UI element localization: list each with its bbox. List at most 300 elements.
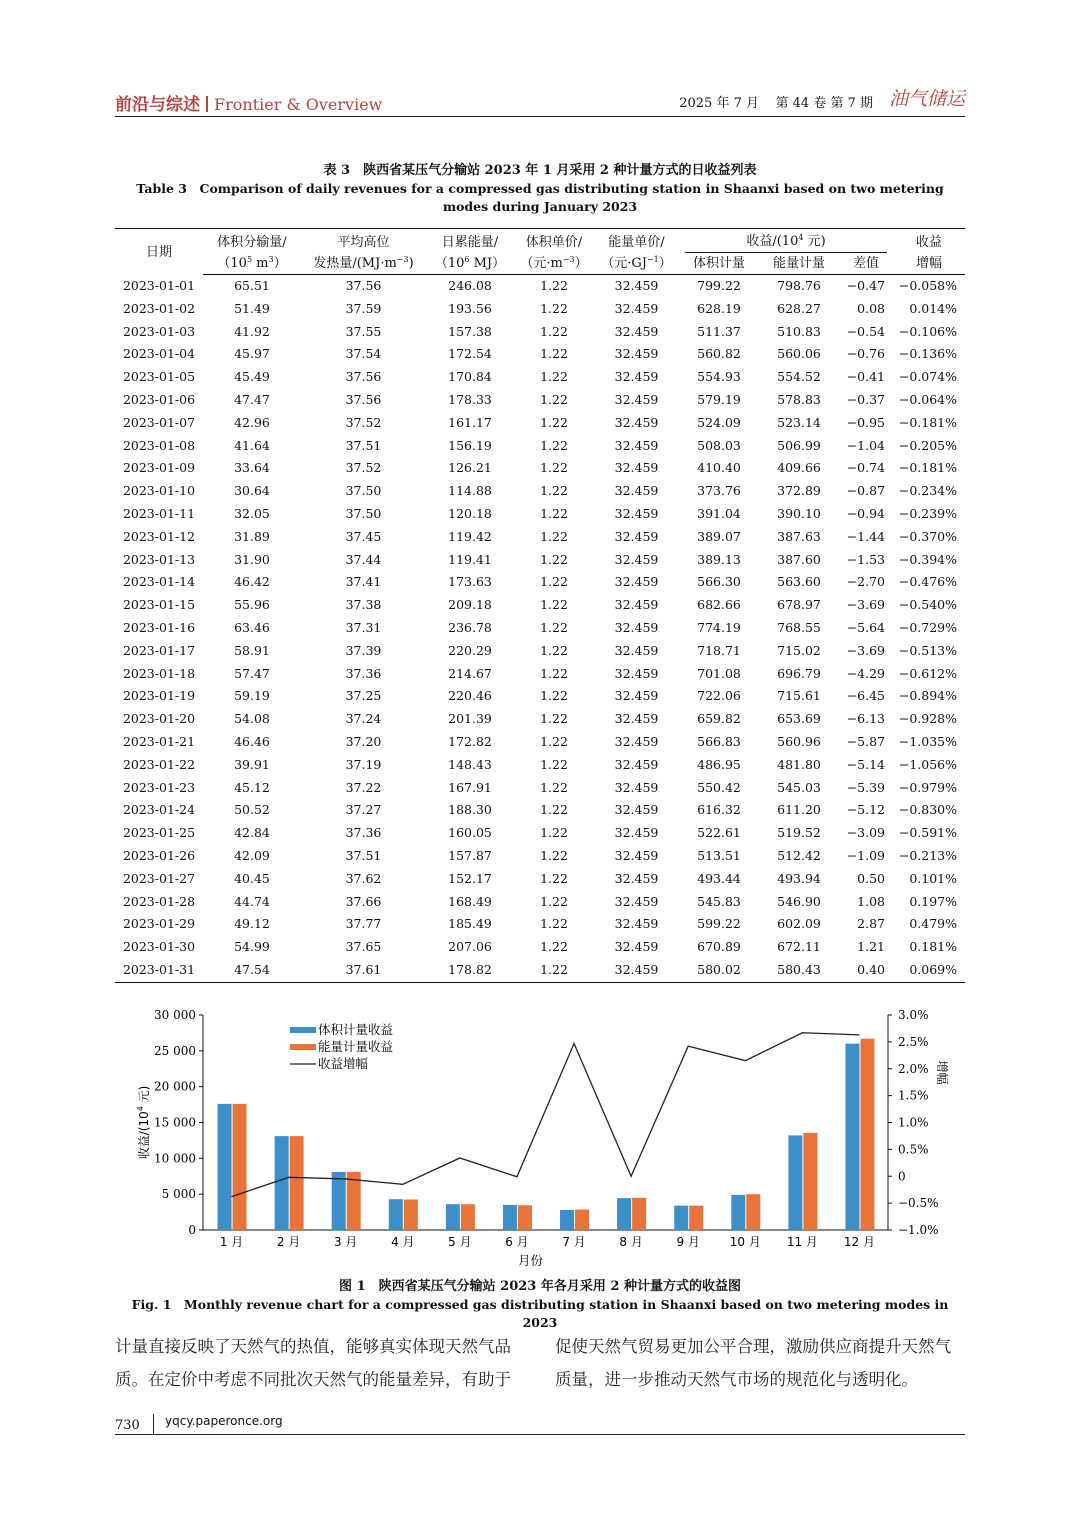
x-tick-label: 12 月 <box>843 1235 876 1249</box>
table-cell: 1.22 <box>540 825 568 841</box>
table-cell: 0.08 <box>857 300 885 316</box>
table-cell: 2023-01-02 <box>122 300 196 316</box>
x-tick-label: 7 月 <box>562 1235 586 1249</box>
y-axis-label-part: 元) <box>137 1085 151 1107</box>
table-cell: 37.44 <box>345 551 382 567</box>
table-cell: 32.459 <box>614 460 659 476</box>
table-cell: 114.88 <box>448 483 492 499</box>
table-cell: 566.83 <box>697 733 741 749</box>
table-cell: 32.459 <box>614 825 659 841</box>
table-cell: −0.94 <box>846 505 885 521</box>
table-cell: 126.21 <box>448 460 492 476</box>
table-cell: −0.064% <box>898 391 957 407</box>
table-cell: 2023-01-20 <box>122 711 196 727</box>
legend-label: 能量计量收益 <box>318 1039 394 1054</box>
table-cell: 32.05 <box>234 505 270 521</box>
table-row <box>115 366 965 389</box>
table-row <box>115 549 965 572</box>
table-cell: 481.80 <box>777 756 821 772</box>
table-cell: −0.058% <box>898 278 957 293</box>
table-cell: 1.22 <box>540 642 568 658</box>
table-cell: 157.87 <box>448 847 492 863</box>
table-cell: 32.459 <box>614 779 659 795</box>
table-cell: 678.97 <box>777 597 821 613</box>
table-cell: −0.37 <box>846 391 885 407</box>
table-row <box>115 321 965 344</box>
table-cell: 1.22 <box>540 460 568 476</box>
figure-caption <box>115 1278 965 1332</box>
table-cell: 486.95 <box>697 756 741 772</box>
col-energy: 日累能量/ <box>426 229 514 254</box>
table-cell: 2023-01-21 <box>122 733 196 749</box>
table-cell: 387.63 <box>777 528 821 544</box>
table-cell: 519.52 <box>777 825 821 841</box>
legend-swatch <box>290 1027 316 1033</box>
table-row <box>115 298 965 321</box>
table-cell: 32.459 <box>614 711 659 727</box>
table-cell: 32.459 <box>614 688 659 704</box>
table-cell: 50.52 <box>234 802 270 818</box>
table-cell: 32.459 <box>614 916 659 932</box>
table-cell: 41.92 <box>234 323 270 339</box>
table-cell: 37.51 <box>345 437 382 453</box>
table-cell: 185.49 <box>448 916 492 932</box>
col-eprice-unit: （元$\cdot GJ^{-1}$） <box>594 253 679 275</box>
table-cell: 2023-01-27 <box>122 870 196 886</box>
table-cell: 46.42 <box>234 574 270 590</box>
table-cell: 2023-01-28 <box>122 893 196 909</box>
section-separator <box>206 96 208 112</box>
table-cell: 31.90 <box>234 551 270 567</box>
table-cell: 1.08 <box>857 893 885 909</box>
table-cell: 580.43 <box>759 959 839 982</box>
table-cell: 30.64 <box>234 483 270 499</box>
bar-energy <box>290 1136 304 1230</box>
table-cell: 554.93 <box>697 369 741 385</box>
table-cell: 1.22 <box>540 916 568 932</box>
table-cell: 42.09 <box>234 847 270 863</box>
table-cell: 37.19 <box>345 756 382 772</box>
table-cell: 2023-01-25 <box>122 825 196 841</box>
x-tick-label: 5 月 <box>448 1235 472 1249</box>
table-cell: −0.239% <box>898 505 957 521</box>
table-cell: −0.41 <box>846 369 885 385</box>
table-cell: 152.17 <box>448 870 492 886</box>
table-cell: 32.459 <box>614 346 659 362</box>
table-cell: 65.51 <box>234 278 270 293</box>
table-cell: 0.069% <box>893 959 965 982</box>
table-row <box>115 708 965 731</box>
legend-label: 体积计量收益 <box>318 1022 394 1037</box>
table-cell: 493.44 <box>697 870 741 886</box>
table-cell: −0.87 <box>846 483 885 499</box>
table-cell: 372.89 <box>777 483 821 499</box>
table-cell: 37.24 <box>345 711 382 727</box>
table-cell: 2023-01-13 <box>122 551 196 567</box>
table-cell: 391.04 <box>697 505 741 521</box>
table-cell: 1.22 <box>540 300 568 316</box>
table-cell: 1.22 <box>540 802 568 818</box>
table-row <box>115 343 965 366</box>
y-tick-label: 5 000 <box>161 1187 196 1202</box>
col-rev-diff: 差值 <box>839 253 893 275</box>
table-cell: 493.94 <box>777 870 821 886</box>
table-cell: 37.50 <box>345 483 382 499</box>
bar-volume <box>446 1204 460 1230</box>
bar-volume <box>560 1210 574 1230</box>
table-cell: 33.64 <box>234 460 270 476</box>
table-cell: 42.84 <box>234 825 270 841</box>
table-cell: 580.02 <box>679 959 759 982</box>
table-cell: 37.59 <box>345 300 382 316</box>
table-cell: 44.74 <box>234 893 270 909</box>
table-cell: 2023-01-01 <box>122 277 196 293</box>
table-cell: 37.62 <box>345 870 382 886</box>
footer-divider <box>153 1414 154 1434</box>
table-cell: 2.87 <box>857 916 885 932</box>
table-cell: −0.928% <box>898 711 957 727</box>
table-cell: 2023-01-10 <box>122 483 196 499</box>
table-cell: 545.83 <box>697 893 741 909</box>
bar-volume <box>674 1206 688 1230</box>
table-cell: 37.22 <box>345 779 382 795</box>
table-cell: 40.45 <box>234 870 270 886</box>
table-cell: 157.38 <box>448 323 492 339</box>
table-cell: 554.52 <box>777 369 821 385</box>
table-cell: −0.213% <box>898 847 957 863</box>
bar-volume <box>845 1044 859 1230</box>
table-cell: −0.205% <box>898 437 957 453</box>
table-cell: 47.54 <box>203 959 301 982</box>
table-row <box>115 891 965 914</box>
table-cell: 1.21 <box>857 939 885 955</box>
table-cell: 563.60 <box>777 574 821 590</box>
table-body <box>115 275 965 983</box>
table-cell: 682.66 <box>697 597 741 613</box>
table-cell: −0.894% <box>898 688 957 704</box>
bar-volume <box>503 1205 517 1230</box>
table-cell: 0.181% <box>909 939 957 955</box>
table-cell: 32.459 <box>614 278 659 293</box>
table-cell: 2023-01-19 <box>122 688 196 704</box>
table-cell: 1.22 <box>540 551 568 567</box>
table-cell: 42.96 <box>234 414 270 430</box>
table-cell: 120.18 <box>448 505 492 521</box>
legend-label: 收益增幅 <box>318 1056 369 1071</box>
table-cell: 2023-01-30 <box>122 939 196 955</box>
table-row <box>115 959 965 982</box>
bar-volume <box>332 1172 346 1230</box>
table-cell: 578.83 <box>777 391 821 407</box>
table-cell: 32.459 <box>614 870 659 886</box>
table-cell: 220.29 <box>448 642 492 658</box>
table-cell: 37.45 <box>345 528 382 544</box>
table-cell: 119.41 <box>448 551 492 567</box>
table-cell: 628.19 <box>697 300 741 316</box>
table-cell: 172.54 <box>448 346 492 362</box>
table-cell: 409.66 <box>777 460 821 476</box>
table-cell: 37.38 <box>345 597 382 613</box>
x-tick-label: 11 月 <box>786 1235 818 1249</box>
section-label <box>115 90 382 115</box>
table-cell: 32.459 <box>614 369 659 385</box>
table-cell: 32.459 <box>614 733 659 749</box>
table-cell: 32.459 <box>614 414 659 430</box>
bar-volume <box>218 1104 232 1230</box>
table-row <box>115 480 965 503</box>
table-cell: −5.12 <box>846 802 885 818</box>
table-cell: 37.20 <box>345 733 382 749</box>
y2-tick-label: 1.0% <box>898 1115 929 1130</box>
table-cell: −0.612% <box>898 665 957 681</box>
table-row <box>115 435 965 458</box>
table-cell: 508.03 <box>697 437 741 453</box>
table-cell: 32.459 <box>614 893 659 909</box>
col-hhv-unit: 发热量$/(MJ\cdot m^{-3})$ <box>301 253 426 275</box>
table-cell: −0.106% <box>898 323 957 339</box>
table-cell: −4.29 <box>846 665 885 681</box>
table-cell: 37.50 <box>345 505 382 521</box>
bar-volume <box>617 1198 631 1230</box>
table-cell: 32.459 <box>614 323 659 339</box>
table-caption-en: Table 3 Comparison of daily revenues for a compressed gas distributing station in Shaanxi based on two metering modes during January 2023 <box>136 181 944 214</box>
table-cell: 2023-01-05 <box>122 369 196 385</box>
bar-energy <box>860 1039 874 1230</box>
table-cell: 1.22 <box>540 847 568 863</box>
col-hhv: 平均高位 <box>301 229 426 254</box>
table-cell: 799.22 <box>697 278 741 293</box>
y-axis-label <box>136 1086 151 1160</box>
table-cell: 156.19 <box>448 437 492 453</box>
table-cell: 511.37 <box>697 323 741 339</box>
x-tick-label: 3 月 <box>333 1235 358 1249</box>
table-cell: 37.66 <box>345 893 382 909</box>
journal-logo: 油气储运 <box>888 88 965 110</box>
table-cell: 54.99 <box>234 939 270 955</box>
table-cell: 2023-01-11 <box>122 505 196 521</box>
table-row <box>115 389 965 412</box>
table-cell: −1.035% <box>898 733 957 749</box>
table-cell: 178.33 <box>448 391 492 407</box>
table-cell: 1.22 <box>540 505 568 521</box>
table-cell: 37.36 <box>345 665 382 681</box>
table-cell: 193.56 <box>448 300 492 316</box>
table-cell: 2023-01-16 <box>122 619 196 635</box>
table-cell: 63.46 <box>234 619 270 635</box>
table-cell: 32.459 <box>614 802 659 818</box>
table-cell: 2023-01-08 <box>122 437 196 453</box>
table-cell: 512.42 <box>777 847 821 863</box>
table-cell: −0.513% <box>898 642 957 658</box>
table-cell: 1.22 <box>540 483 568 499</box>
y2-tick-label: 3.0% <box>898 1008 929 1022</box>
y-tick-label: 25 000 <box>154 1043 196 1058</box>
y2-tick-label: 2.5% <box>898 1034 929 1049</box>
table-row <box>115 617 965 640</box>
col-vprice: 体积单价/ <box>514 229 594 254</box>
table-cell: 37.56 <box>345 391 382 407</box>
table-row <box>115 594 965 617</box>
table-cell: 32.459 <box>614 665 659 681</box>
table-cell: 47.47 <box>234 391 270 407</box>
table-cell: 37.56 <box>345 369 382 385</box>
table-cell: 2023-01-03 <box>122 323 196 339</box>
y-tick-label: 30 000 <box>154 1008 196 1022</box>
figure-caption-en: Fig. 1 Monthly revenue chart for a compressed gas distributing station in Shaanxi based on two metering modes in 2023 <box>131 1297 949 1330</box>
table-cell: 168.49 <box>448 893 492 909</box>
bar-energy <box>803 1133 817 1230</box>
bar-energy <box>404 1200 418 1230</box>
table-cell: −5.14 <box>846 756 885 772</box>
table-cell: −0.370% <box>898 528 957 544</box>
table-cell: 37.39 <box>345 642 382 658</box>
table-cell: 1.22 <box>540 437 568 453</box>
table-cell: 167.91 <box>448 779 492 795</box>
table-cell: 524.09 <box>697 414 741 430</box>
table-cell: 32.459 <box>614 619 659 635</box>
table-cell: 37.51 <box>345 847 382 863</box>
journal-website: yqcy.paperonce.org <box>165 1414 283 1428</box>
table-cell: 1.22 <box>540 779 568 795</box>
table-cell: 389.07 <box>697 528 741 544</box>
table-cell: 550.42 <box>697 779 741 795</box>
table-cell: 58.91 <box>234 642 270 658</box>
table-cell: −1.44 <box>846 528 885 544</box>
table-cell: 659.82 <box>697 711 741 727</box>
table-cell: 37.65 <box>345 939 382 955</box>
daily-revenue-table <box>115 228 965 983</box>
table-cell: 768.55 <box>777 619 821 635</box>
table-row <box>115 526 965 549</box>
table-cell: 599.22 <box>697 916 741 932</box>
y2-tick-label: 0.5% <box>898 1142 929 1157</box>
table-cell: 37.25 <box>345 688 382 704</box>
table-cell: 246.08 <box>448 278 492 293</box>
table-cell: −0.476% <box>898 574 957 590</box>
table-cell: −1.53 <box>846 551 885 567</box>
table-cell: 32.459 <box>614 642 659 658</box>
table-cell: 1.22 <box>540 870 568 886</box>
table-cell: 1.22 <box>514 959 594 982</box>
table-cell: 2023-01-29 <box>122 916 196 932</box>
table-row <box>115 799 965 822</box>
table-cell: −0.540% <box>898 597 957 613</box>
table-cell: 2023-01-22 <box>122 756 196 772</box>
y2-tick-label: 2.0% <box>898 1061 929 1076</box>
table-cell: 616.32 <box>697 802 741 818</box>
table-cell: 37.55 <box>345 323 382 339</box>
col-rev-energy: 能量计量 <box>759 253 839 275</box>
table-cell: 32.459 <box>614 391 659 407</box>
table-cell: 209.18 <box>448 597 492 613</box>
table-cell: 522.61 <box>697 825 741 841</box>
legend-swatch <box>290 1044 316 1050</box>
table-cell: −1.09 <box>846 847 885 863</box>
page-header <box>115 86 965 117</box>
bar-energy <box>689 1206 703 1230</box>
table-cell: 0.197% <box>909 893 957 909</box>
table-cell: 1.22 <box>540 711 568 727</box>
table-cell: −5.64 <box>846 619 885 635</box>
table-cell: 57.47 <box>234 665 270 681</box>
table-cell: −0.76 <box>846 346 885 362</box>
table-cell: 32.459 <box>614 551 659 567</box>
table-cell: 32.459 <box>614 300 659 316</box>
table-cell: 510.83 <box>777 323 821 339</box>
table-cell: −0.181% <box>898 414 957 430</box>
table-cell: 37.52 <box>345 414 382 430</box>
table-cell: 2023-01-23 <box>122 779 196 795</box>
table-cell: 2023-01-04 <box>122 346 196 362</box>
table-cell: −3.69 <box>846 597 885 613</box>
table-cell: 2023-01-06 <box>122 391 196 407</box>
table-row <box>115 777 965 800</box>
y2-tick-label: 0 <box>898 1169 906 1184</box>
table-cell: 546.90 <box>777 893 821 909</box>
table-cell: 2023-01-07 <box>122 414 196 430</box>
table-cell: 37.54 <box>345 346 382 362</box>
table-row <box>115 412 965 435</box>
table-cell: 59.19 <box>234 688 270 704</box>
table-cell: 1.22 <box>540 893 568 909</box>
table-cell: 0.479% <box>909 916 957 932</box>
table-cell: 41.64 <box>234 437 270 453</box>
x-tick-label: 9 月 <box>676 1235 700 1249</box>
table-cell: 1.22 <box>540 733 568 749</box>
table-cell: 0.101% <box>909 870 957 886</box>
table-cell: 1.22 <box>540 528 568 544</box>
table-row <box>115 754 965 777</box>
bar-energy <box>518 1205 532 1230</box>
table-cell: 32.459 <box>614 847 659 863</box>
table-cell: 49.12 <box>234 916 270 932</box>
table-cell: −0.95 <box>846 414 885 430</box>
section-label-cn: 前沿与综述 <box>115 95 200 115</box>
table-cell: 32.459 <box>614 483 659 499</box>
y-tick-label: 0 <box>188 1223 196 1237</box>
table-cell: 37.31 <box>345 619 382 635</box>
table-cell: 32.459 <box>614 505 659 521</box>
table-cell: 2023-01-09 <box>122 460 196 476</box>
table-cell: 2023-01-14 <box>122 574 196 590</box>
table-cell: 715.02 <box>777 642 821 658</box>
table-cell: −5.87 <box>846 733 885 749</box>
col-growth-2: 增幅 <box>893 253 965 275</box>
table-cell: 545.03 <box>777 779 821 795</box>
table-cell: 2023-01-31 <box>115 959 203 982</box>
table-cell: 1.22 <box>540 619 568 635</box>
y2-tick-label: 1.5% <box>898 1088 929 1103</box>
table-cell: −1.04 <box>846 437 885 453</box>
chart-canvas <box>130 1005 960 1270</box>
table-cell: 37.41 <box>345 574 382 590</box>
bar-energy <box>461 1204 475 1230</box>
table-cell: 1.22 <box>540 278 568 293</box>
table-cell: −0.234% <box>898 483 957 499</box>
table-cell: 160.05 <box>448 825 492 841</box>
table-cell: 1.22 <box>540 346 568 362</box>
table-cell: 214.67 <box>448 665 492 681</box>
table-cell: 579.19 <box>697 391 741 407</box>
table-cell: −0.074% <box>898 369 957 385</box>
table-cell: −0.979% <box>898 779 957 795</box>
table-caption-cn: 表 3 陕西省某压气分输站 2023 年 1 月采用 2 种计量方式的日收益列表 <box>323 163 757 178</box>
table-cell: 31.89 <box>234 528 270 544</box>
table-cell: 46.46 <box>234 733 270 749</box>
table-cell: 523.14 <box>777 414 821 430</box>
table-cell: 410.40 <box>697 460 741 476</box>
table-cell: 148.43 <box>448 756 492 772</box>
